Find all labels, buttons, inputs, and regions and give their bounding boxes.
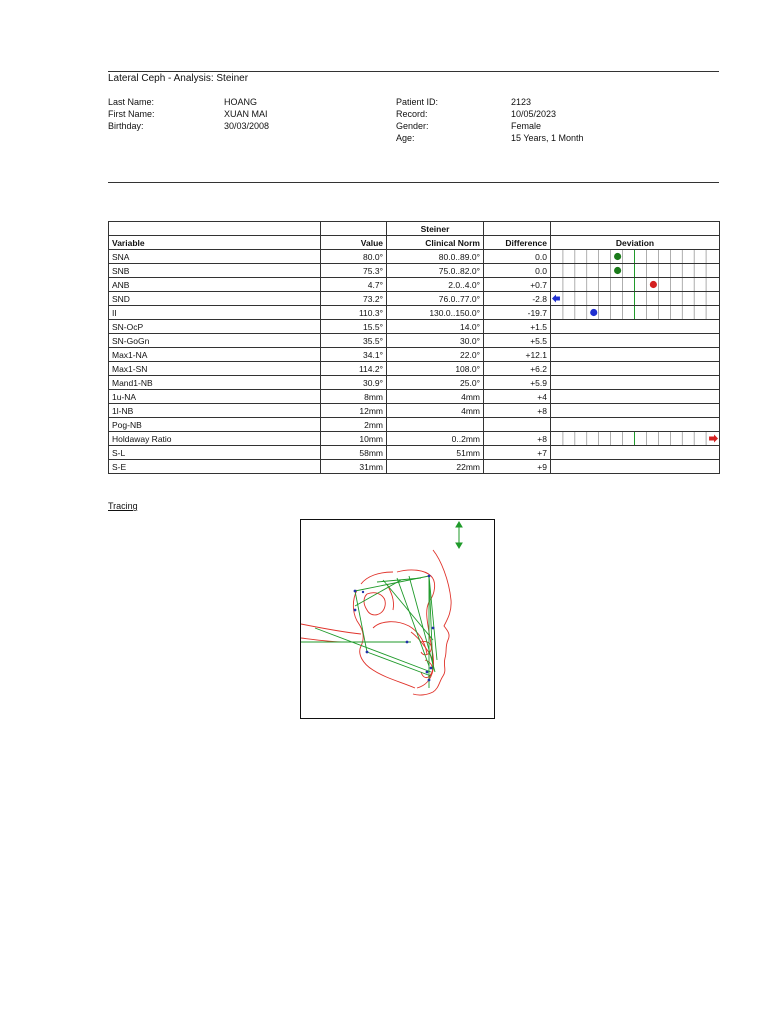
col-clinical-norm: Clinical Norm	[387, 236, 484, 250]
variable-cell: Max1-NA	[109, 348, 321, 362]
variable-cell: SN-OcP	[109, 320, 321, 334]
table-row	[109, 306, 720, 320]
value-cell: 34.1°	[321, 348, 387, 362]
difference-cell: +8	[484, 432, 551, 446]
deviation-cell	[551, 320, 720, 334]
variable-cell: 1l-NB	[109, 404, 321, 418]
variable-cell: SND	[109, 292, 321, 306]
value-cell: 15.5°	[321, 320, 387, 334]
record-label: Record:	[396, 109, 428, 119]
table-row	[109, 264, 720, 278]
variable-cell: SN-GoGn	[109, 334, 321, 348]
variable-cell: Pog-NB	[109, 418, 321, 432]
deviation-grid	[551, 278, 719, 291]
difference-cell: +0.7	[484, 278, 551, 292]
table-row	[109, 418, 720, 432]
clinical-norm-cell: 108.0°	[387, 362, 484, 376]
deviation-dot-icon	[650, 281, 657, 288]
difference-cell: +8	[484, 404, 551, 418]
age-value: 15 Years, 1 Month	[511, 133, 584, 143]
value-cell: 80.0°	[321, 250, 387, 264]
ceph-tracing-drawing	[301, 520, 494, 718]
table-row	[109, 362, 720, 376]
deviation-cell	[551, 418, 720, 432]
difference-cell: 0.0	[484, 264, 551, 278]
last-name-label: Last Name:	[108, 97, 155, 107]
deviation-cell	[551, 460, 720, 474]
birthday-label: Birthday:	[108, 121, 144, 131]
clinical-norm-cell: 4mm	[387, 404, 484, 418]
clinical-norm-cell: 80.0..89.0°	[387, 250, 484, 264]
value-cell: 58mm	[321, 446, 387, 460]
difference-cell: +6.2	[484, 362, 551, 376]
difference-cell: -2.8	[484, 292, 551, 306]
value-cell: 2mm	[321, 418, 387, 432]
value-cell: 12mm	[321, 404, 387, 418]
landmark-points	[354, 575, 435, 682]
tracing-label: Tracing	[108, 501, 138, 511]
col-value: Value	[321, 236, 387, 250]
col-difference: Difference	[484, 236, 551, 250]
patient-id-label: Patient ID:	[396, 97, 439, 107]
deviation-dot-icon	[614, 253, 621, 260]
patient-left-values	[224, 96, 269, 132]
difference-cell: +4	[484, 390, 551, 404]
variable-cell: S-E	[109, 460, 321, 474]
value-cell: 114.2°	[321, 362, 387, 376]
variable-cell: II	[109, 306, 321, 320]
col-deviation: Deviation	[551, 236, 720, 250]
variable-cell: SNB	[109, 264, 321, 278]
table-row	[109, 390, 720, 404]
table-row	[109, 334, 720, 348]
deviation-cell	[551, 404, 720, 418]
deviation-dot-icon	[614, 267, 621, 274]
arrow-right-icon	[709, 435, 718, 443]
orientation-arrow-icon	[456, 522, 462, 548]
clinical-norm-cell: 130.0..150.0°	[387, 306, 484, 320]
value-cell: 8mm	[321, 390, 387, 404]
deviation-cell	[551, 292, 720, 306]
deviation-cell	[551, 348, 720, 362]
value-cell: 4.7°	[321, 278, 387, 292]
deviation-grid	[551, 264, 719, 277]
table-row	[109, 278, 720, 292]
clinical-norm-cell: 22.0°	[387, 348, 484, 362]
first-name-value: XUAN MAI	[224, 109, 268, 119]
last-name-value: HOANG	[224, 97, 258, 107]
top-rule	[108, 71, 719, 72]
ceph-tracing	[300, 519, 495, 719]
patient-right-labels	[396, 96, 438, 144]
deviation-cell	[551, 334, 720, 348]
deviation-cell	[551, 362, 720, 376]
clinical-norm-cell: 0..2mm	[387, 432, 484, 446]
deviation-cell	[551, 446, 720, 460]
value-cell: 30.9°	[321, 376, 387, 390]
table-row	[109, 376, 720, 390]
difference-cell: +5.9	[484, 376, 551, 390]
col-variable: Variable	[109, 236, 321, 250]
table-row	[109, 292, 720, 306]
deviation-cell	[551, 278, 720, 292]
value-cell: 35.5°	[321, 334, 387, 348]
variable-cell: ANB	[109, 278, 321, 292]
deviation-cell	[551, 390, 720, 404]
arrow-left-icon	[552, 295, 560, 303]
value-cell: 73.2°	[321, 292, 387, 306]
clinical-norm-cell: 76.0..77.0°	[387, 292, 484, 306]
table-body	[109, 250, 720, 474]
variable-cell: Mand1-NB	[109, 376, 321, 390]
table-row	[109, 320, 720, 334]
deviation-dot-icon	[590, 309, 597, 316]
first-name-label: First Name:	[108, 109, 155, 119]
difference-cell: +1.5	[484, 320, 551, 334]
value-cell: 10mm	[321, 432, 387, 446]
header-bottom-rule	[108, 182, 719, 183]
difference-cell: +5.5	[484, 334, 551, 348]
table-row	[109, 446, 720, 460]
clinical-norm-cell: 30.0°	[387, 334, 484, 348]
steiner-table	[108, 221, 720, 474]
clinical-norm-cell: 4mm	[387, 390, 484, 404]
gender-value: Female	[511, 121, 542, 131]
document-title: Lateral Ceph - Analysis: Steiner	[108, 73, 249, 84]
record-value: 10/05/2023	[511, 109, 557, 119]
clinical-norm-cell: 51mm	[387, 446, 484, 460]
clinical-norm-cell: 75.0..82.0°	[387, 264, 484, 278]
variable-cell: Max1-SN	[109, 362, 321, 376]
clinical-norm-cell: 22mm	[387, 460, 484, 474]
difference-cell: -19.7	[484, 306, 551, 320]
variable-cell: Holdaway Ratio	[109, 432, 321, 446]
gender-label: Gender:	[396, 121, 429, 131]
birthday-value: 30/03/2008	[224, 121, 270, 131]
clinical-norm-cell	[387, 418, 484, 432]
difference-cell: +9	[484, 460, 551, 474]
clinical-norm-cell: 14.0°	[387, 320, 484, 334]
clinical-norm-cell: 25.0°	[387, 376, 484, 390]
deviation-grid	[551, 432, 719, 445]
deviation-grid	[551, 250, 719, 263]
patient-left-labels	[108, 96, 155, 132]
difference-cell: +7	[484, 446, 551, 460]
group-header: Steiner	[387, 222, 484, 236]
table-row	[109, 432, 720, 446]
value-cell: 75.3°	[321, 264, 387, 278]
difference-cell	[484, 418, 551, 432]
patient-right-values	[511, 96, 584, 144]
deviation-grid	[551, 306, 719, 319]
age-label: Age:	[396, 133, 415, 143]
patient-id-value: 2123	[511, 97, 532, 107]
deviation-cell	[551, 264, 720, 278]
analysis-lines	[301, 576, 437, 688]
table-row	[109, 460, 720, 474]
difference-cell: 0.0	[484, 250, 551, 264]
table-row	[109, 250, 720, 264]
value-cell: 110.3°	[321, 306, 387, 320]
deviation-cell	[551, 376, 720, 390]
difference-cell: +12.1	[484, 348, 551, 362]
deviation-grid	[551, 292, 719, 305]
variable-cell: 1u-NA	[109, 390, 321, 404]
value-cell: 31mm	[321, 460, 387, 474]
variable-cell: SNA	[109, 250, 321, 264]
clinical-norm-cell: 2.0..4.0°	[387, 278, 484, 292]
deviation-cell	[551, 432, 720, 446]
table-row	[109, 404, 720, 418]
table-row	[109, 348, 720, 362]
deviation-cell	[551, 306, 720, 320]
variable-cell: S-L	[109, 446, 321, 460]
deviation-cell	[551, 250, 720, 264]
